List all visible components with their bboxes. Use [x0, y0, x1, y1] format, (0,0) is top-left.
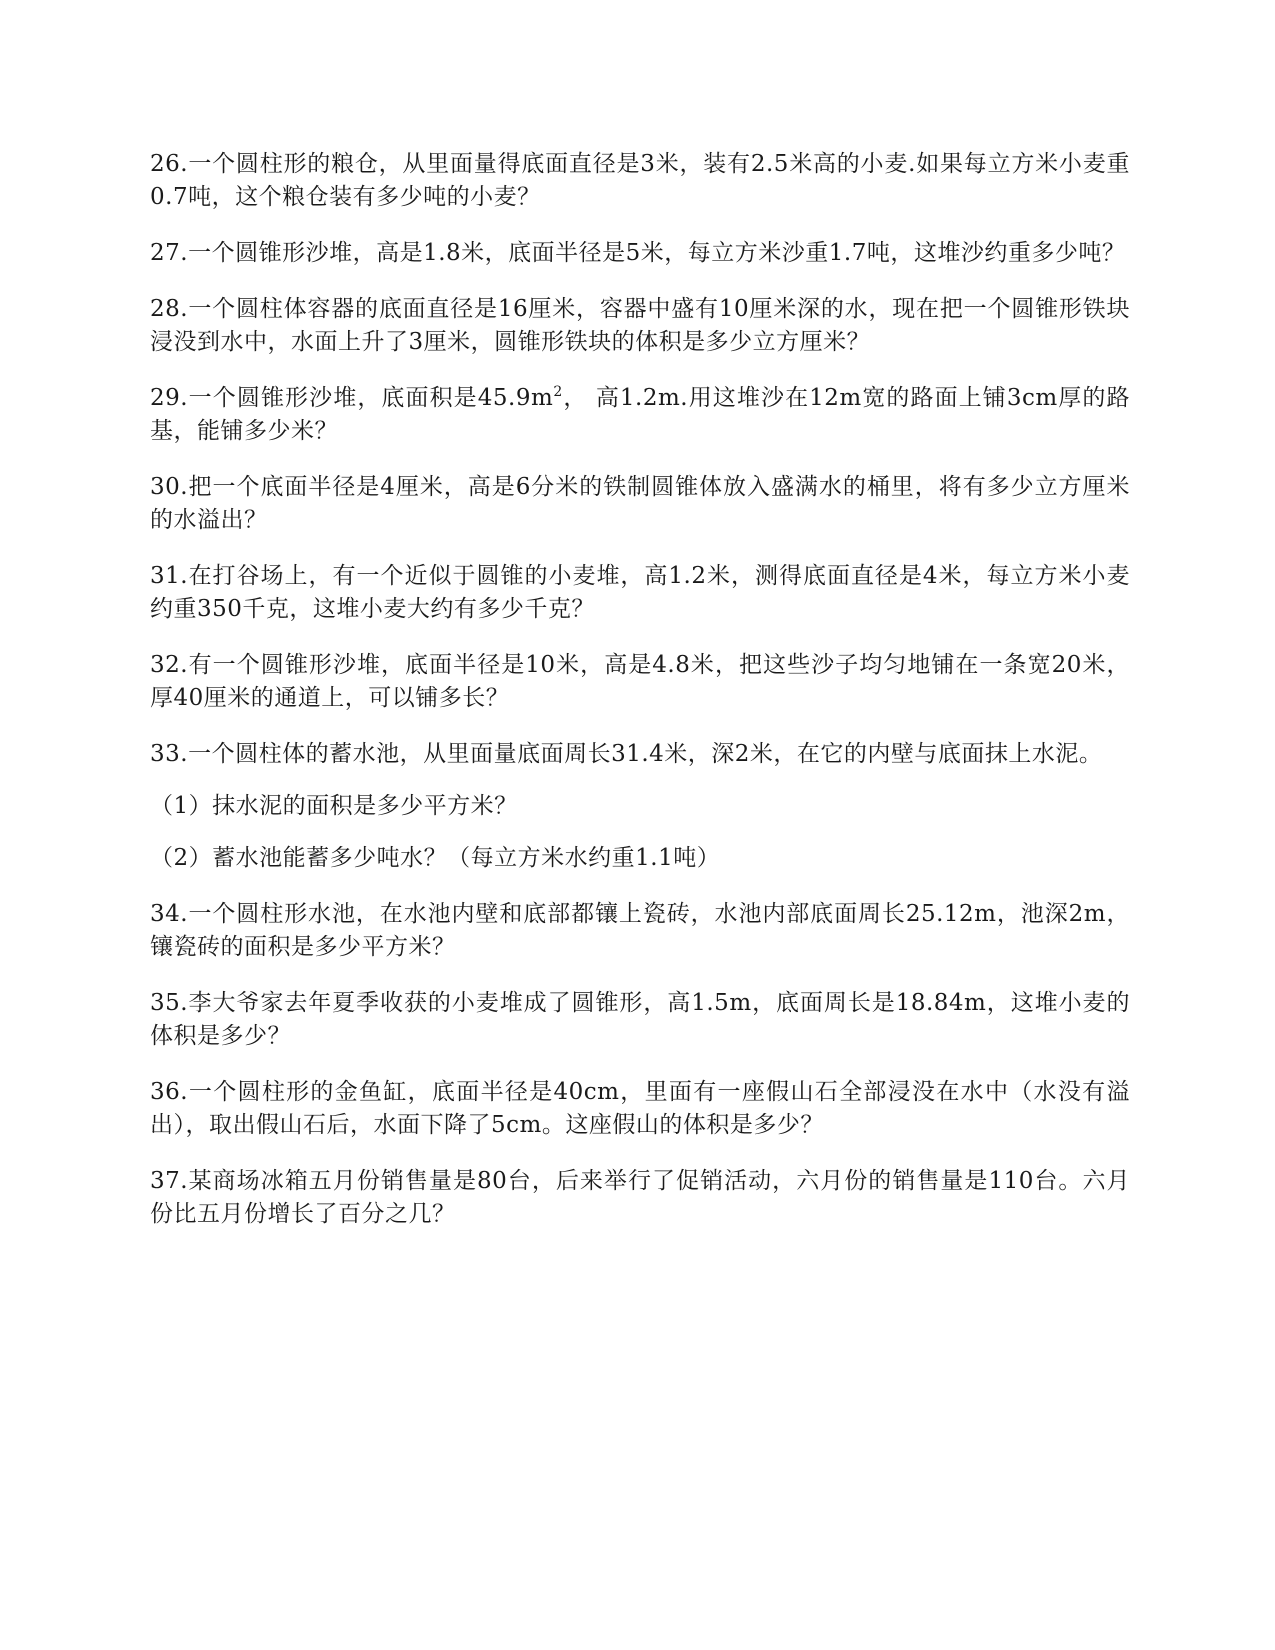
problem-28: 28.一个圆柱体容器的底面直径是16厘米，容器中盛有10厘米深的水，现在把一个圆锥形铁块浸没到水中，水面上升了3厘米，圆锥形铁块的体积是多少立方厘米？ — [150, 296, 1130, 355]
problem-27: 27.一个圆锥形沙堆，高是1.8米，底面半径是5米，每立方米沙重1.7吨，这堆沙约重多少吨？ — [150, 240, 1126, 266]
problem-26: 26.一个圆柱形的粮仓，从里面量得底面直径是3米，装有2.5米高的小麦.如果每立方米小麦重0.7吨，这个粮仓装有多少吨的小麦？ — [150, 151, 1130, 210]
problem-33-part-2: （2）蓄水池能蓄多少吨水？（每立方米水约重1.1吨） — [150, 845, 721, 871]
problem-29 — [150, 382, 1130, 448]
problem-32: 32.有一个圆锥形沙堆，底面半径是10米，高是4.8米，把这些沙子均匀地铺在一条宽20米，厚40厘米的通道上，可以铺多长？ — [150, 652, 1130, 711]
problem-36: 36.一个圆柱形的金鱼缸，底面半径是40cm，里面有一座假山石全部浸没在水中（水没有溢出），取出假山石后，水面下降了5cm。这座假山的体积是多少？ — [150, 1079, 1130, 1138]
problem-30: 30.把一个底面半径是4厘米，高是6分米的铁制圆锥体放入盛满水的桶里，将有多少立方厘米的水溢出？ — [150, 474, 1130, 533]
problem-34: 34.一个圆柱形水池，在水池内壁和底部都镶上瓷砖，水池内部底面周长25.12m，池深2m，镶瓷砖的面积是多少平方米？ — [150, 901, 1130, 960]
problem-29-text-after: ， 高1.2m.用这堆沙在12m宽的路面上铺3cm厚的路基，能铺多少米？ — [150, 385, 1130, 444]
problem-29-superscript: 2 — [553, 384, 563, 400]
problem-33-part-1: （1）抹水泥的面积是多少平方米？ — [150, 793, 518, 819]
problem-list — [150, 148, 1130, 1254]
problem-29-text-before: 29.一个圆锥形沙堆，底面积是45.9m — [150, 385, 554, 411]
problem-33: 33.一个圆柱体的蓄水池，从里面量底面周长31.4米，深2米，在它的内壁与底面抹上水泥。 — [150, 741, 1103, 767]
problem-31: 31.在打谷场上，有一个近似于圆锥的小麦堆，高1.2米，测得底面直径是4米，每立方米小麦约重350千克，这堆小麦大约有多少千克？ — [150, 563, 1130, 622]
problem-35: 35.李大爷家去年夏季收获的小麦堆成了圆锥形，高1.5m，底面周长是18.84m，这堆小麦的体积是多少？ — [150, 990, 1130, 1049]
problem-37: 37.某商场冰箱五月份销售量是80台，后来举行了促销活动，六月份的销售量是110台。六月份比五月份增长了百分之几？ — [150, 1168, 1130, 1227]
